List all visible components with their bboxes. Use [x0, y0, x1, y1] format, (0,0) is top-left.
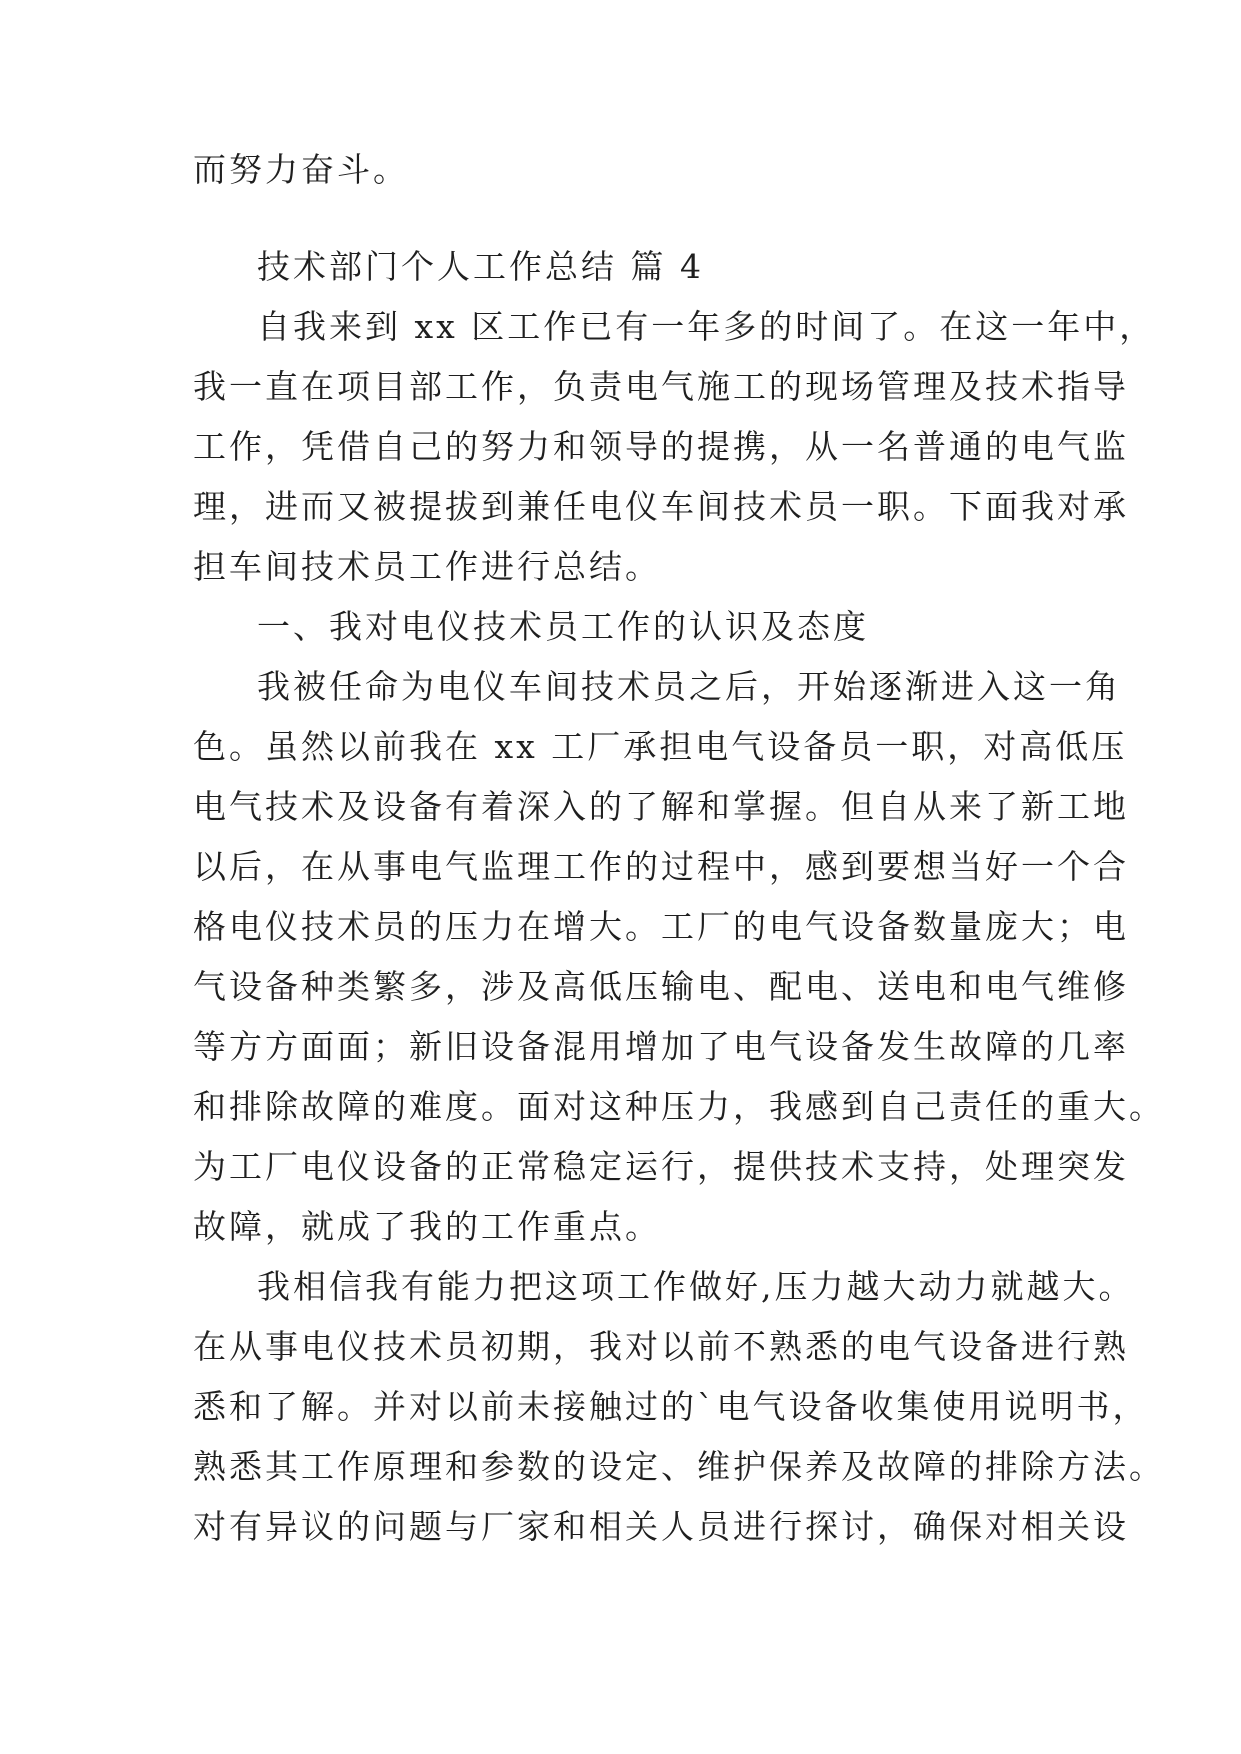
text-line: 我被任命为电仪车间技术员之后，开始逐渐进入这一角: [257, 667, 1121, 706]
text-line: 为工厂电仪设备的正常稳定运行，提供技术支持，处理突发: [193, 1147, 1129, 1186]
text-line: 我相信我有能力把这项工作做好,压力越大动力就越大。: [257, 1267, 1135, 1306]
text-line: 电气技术及设备有着深入的了解和掌握。但自从来了新工地: [193, 787, 1129, 826]
text-line: 理，进而又被提拔到兼任电仪车间技术员一职。下面我对承: [193, 487, 1129, 526]
section-heading: 技术部门个人工作总结 篇 4: [257, 247, 704, 286]
text-line: 格电仪技术员的压力在增大。工厂的电气设备数量庞大；电: [193, 907, 1129, 946]
text-line: 悉和了解。并对以前未接触过的`电气设备收集使用说明书，: [193, 1387, 1149, 1426]
text-line: 等方方面面；新旧设备混用增加了电气设备发生故障的几率: [193, 1027, 1129, 1066]
text-line: 和排除故障的难度。面对这种压力，我感到自己责任的重大。: [193, 1087, 1165, 1126]
text-line: 熟悉其工作原理和参数的设定、维护保养及故障的排除方法。: [193, 1447, 1165, 1486]
text-line: 在从事电仪技术员初期，我对以前不熟悉的电气设备进行熟: [193, 1327, 1129, 1366]
text-line: 担车间技术员工作进行总结。: [193, 547, 661, 586]
text-line: 工作，凭借自己的努力和领导的提携，从一名普通的电气监: [193, 427, 1129, 466]
text-line: 自我来到 xx 区工作已有一年多的时间了。在这一年中，: [257, 307, 1156, 346]
text-line: 我一直在项目部工作，负责电气施工的现场管理及技术指导: [193, 367, 1129, 406]
text-line: 对有异议的问题与厂家和相关人员进行探讨，确保对相关设: [193, 1507, 1129, 1546]
text-line: 故障，就成了我的工作重点。: [193, 1207, 661, 1246]
text-line: 色。虽然以前我在 xx 工厂承担电气设备员一职，对高低压: [193, 727, 1128, 766]
text-line: 而努力奋斗。: [193, 150, 409, 189]
text-line: 以后，在从事电气监理工作的过程中，感到要想当好一个合: [193, 847, 1129, 886]
text-line: 气设备种类繁多，涉及高低压输电、配电、送电和电气维修: [193, 967, 1129, 1006]
subheading: 一、我对电仪技术员工作的认识及态度: [257, 607, 869, 646]
